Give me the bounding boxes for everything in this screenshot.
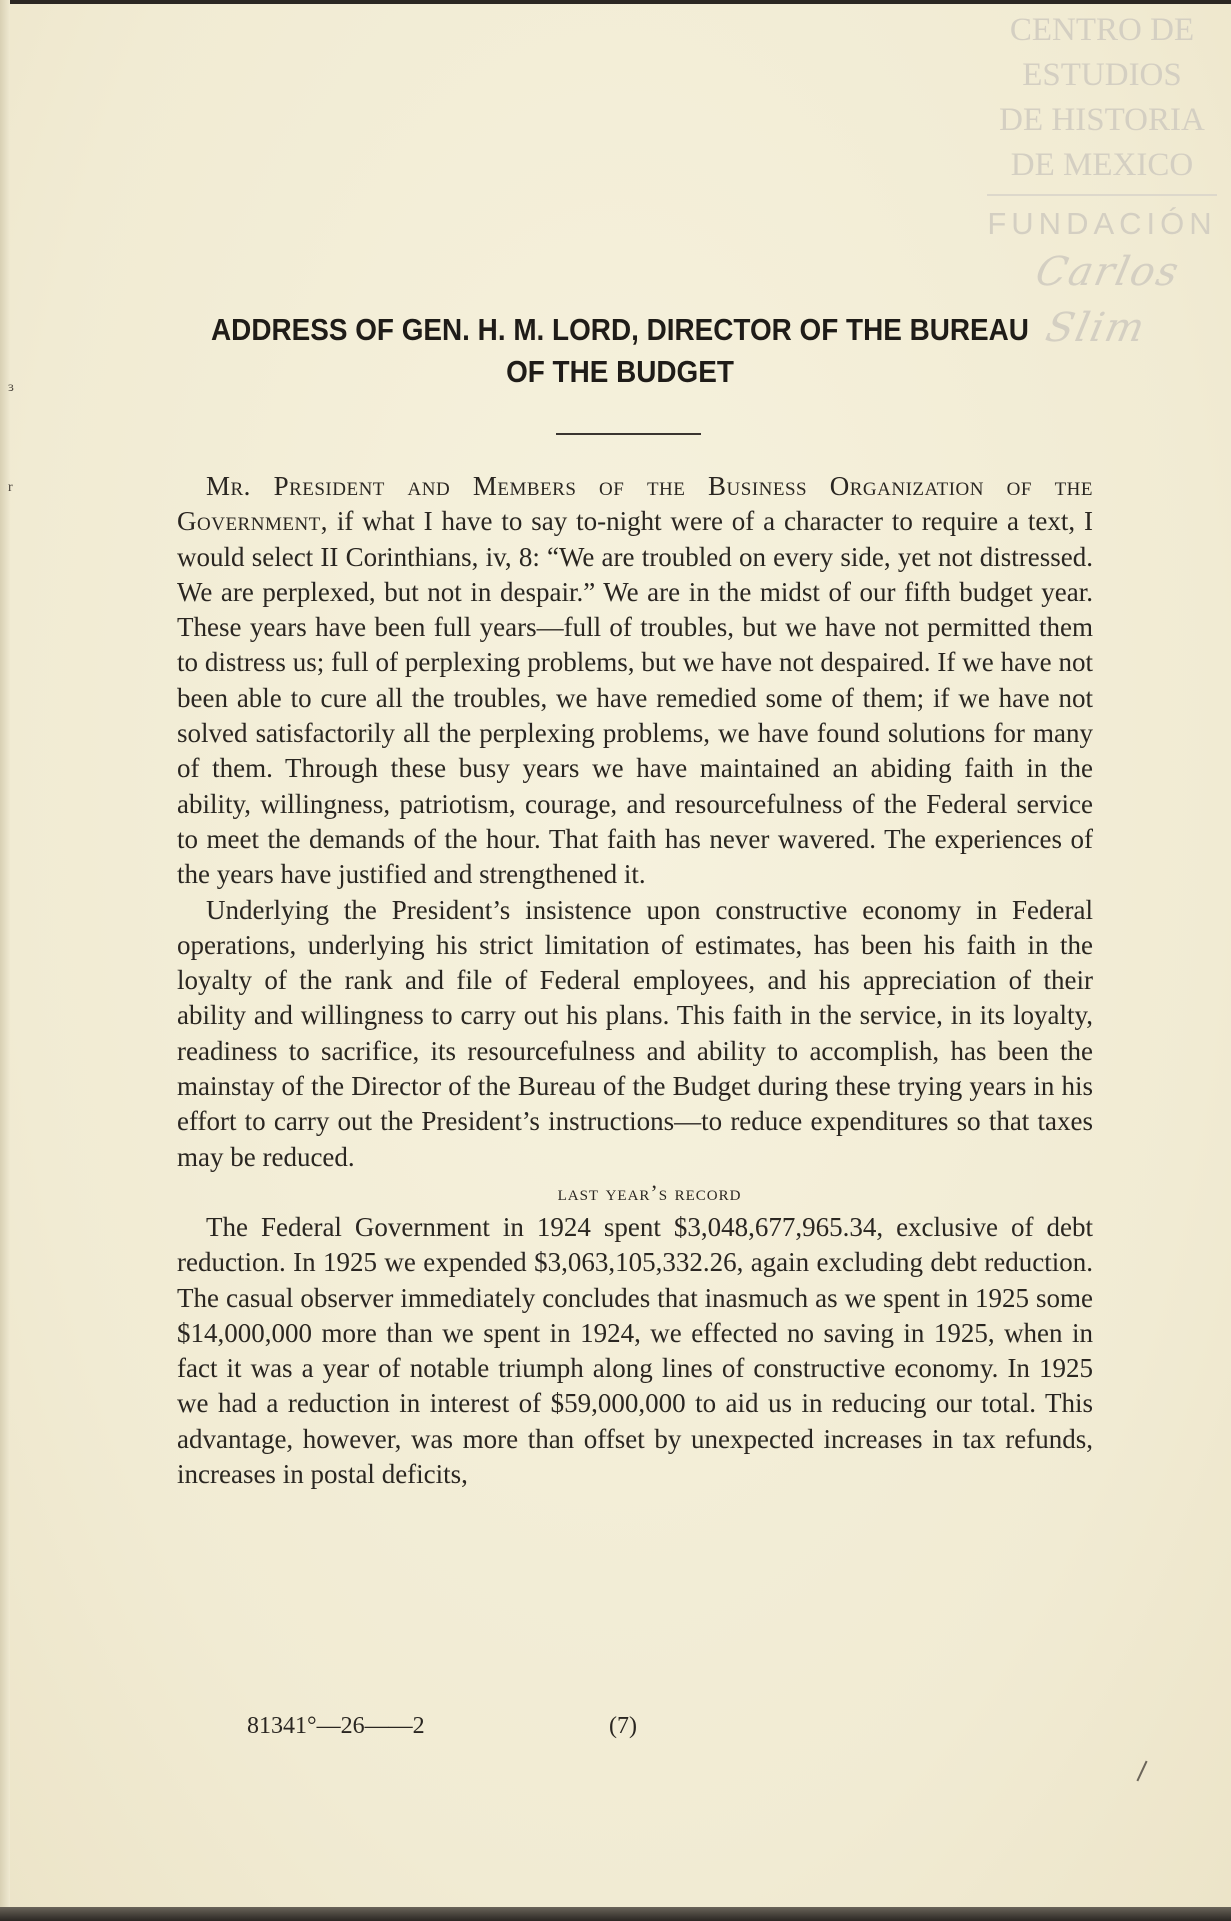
body-text bbox=[177, 469, 1093, 1492]
title-line: ADDRESS OF GEN. H. M. LORD, DIRECTOR OF THE BUREAU bbox=[211, 312, 1029, 347]
watermark-line: DE MEXICO bbox=[1010, 147, 1194, 183]
stray-pencil-mark bbox=[1136, 1761, 1147, 1782]
paragraph: The Federal Government in 1924 spent $3,048,677,965.34, exclusive of debt reduction. In 1925 we expended $3,063,105,332.26, again excluding debt reduction. The casual observer immediately concludes that inasmuch as we spent in 1925 some $14,000,000 more than we spent in 1924, we effected no saving in 1925, when in fact it was a year of notable triumph along lines of constructive economy. In 1925 we had a reduction in interest of $59,000,000 to aid us in reducing our total. This advantage, however, was more than offset by unexpected increases in tax refunds, increases in postal deficits, bbox=[177, 1211, 1093, 1490]
paragraph-text: if what I have to say to-night were of a character to require a text, I would select II Corinthians, iv, 8: “We are troubled on every side, yet not distressed. We are perplexed, but not in despair.” We are in the midst of our fifth budget year. These years have been full years—full of troubles, but we have not permitted them to distress us; full of perplexing problems, but we have not despaired. If we have not been able to cure all the troubles, we have remedied some of them; if we have not solved satisfactorily all the perplexing problems, we have found solutions for many of them. Through these busy years we have maintained an abiding faith in the ability, willingness, patriotism, courage, and resourcefulness of the Federal service to meet the demands of the hour. That faith has never wavered. The experiences of the years have justified and strengthened it. bbox=[177, 506, 1093, 890]
printer-signature-mark: 81341°—26——2 bbox=[247, 1713, 425, 1739]
page-top-edge bbox=[0, 0, 1231, 4]
page-title bbox=[197, 309, 1043, 393]
watermark-line: ESTUDIOS bbox=[1022, 57, 1182, 93]
archive-watermark bbox=[987, 8, 1217, 356]
salutation: Mr. President and Members of the Business Organization of the Government, bbox=[177, 471, 1093, 537]
margin-mark: r bbox=[8, 480, 13, 495]
binding-edge bbox=[0, 0, 10, 1921]
paragraph bbox=[177, 469, 1093, 893]
page-number: (7) bbox=[609, 1713, 637, 1739]
watermark-line: CENTRO DE bbox=[1009, 12, 1195, 48]
watermark-divider bbox=[987, 194, 1217, 196]
title-divider bbox=[556, 433, 701, 435]
title-line: OF THE BUDGET bbox=[506, 354, 734, 389]
paragraph: Underlying the President’s insistence upon constructive economy in Federal operations, underlying his strict limitation of estimates, has been his faith in the loyalty of the rank and file of Federal employees, and his appreciation of their ability and willingness to carry out his plans. This faith in the service, in its loyalty, readiness to sacrifice, its resourcefulness and ability to accomplish, has been the mainstay of the Director of the Bureau of the Budget during these trying years in his effort to carry out the President’s instructions—to reduce expenditures so that taxes may be reduced. bbox=[177, 894, 1093, 1172]
margin-mark: ɜ bbox=[8, 380, 14, 395]
watermark-line: DE HISTORIA bbox=[999, 102, 1205, 138]
watermark-signature: Carlos Slim bbox=[1031, 249, 1185, 351]
watermark-fundacion: FUNDACIÓN bbox=[987, 206, 1217, 241]
section-heading: last year’s record bbox=[557, 1179, 742, 1205]
page-bottom-edge bbox=[0, 1907, 1231, 1921]
